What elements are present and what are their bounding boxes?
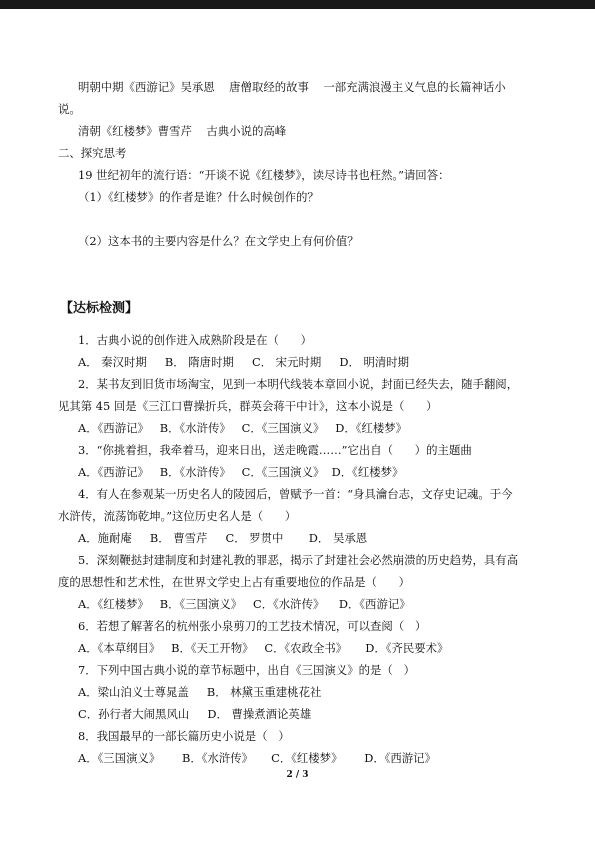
text-line: 7．下列中国古典小说的章节标题中，出自《三国演义》的是（ ） (78, 663, 416, 677)
text-line: A．梁山泊义士尊晁盖 B． 林黛玉重建桃花社 (78, 685, 322, 699)
text-line: A．《三国演义》 B．《水浒传》 C．《红楼梦》 D．《西游记》 (78, 751, 436, 765)
text-line: A．施耐庵 B． 曹雪芹 C． 罗贯中 D． 吴承恩 (78, 531, 368, 545)
text-line: （1）《红楼梦》的作者是谁？什么时候创作的？ (78, 190, 319, 204)
page-number: 2 / 3 (286, 770, 309, 780)
text-line: A．《本草纲目》 B．《天工开物》 C．《农政全书》 D．《齐民要术》 (78, 641, 449, 655)
text-line: 6．若想了解著名的杭州张小泉剪刀的工艺技术情况，可以查阅（ ） (78, 619, 427, 633)
text-line: A．《红楼梦》 B．《三国演义》 C．《水浒传》 D．《西游记》 (78, 597, 411, 611)
text-line: 水浒传，流荡饰乾坤。”这位历史名人是（ ） (58, 509, 297, 523)
text-line: 说。 (58, 102, 81, 116)
text-line: C．孙行者大闹黑风山 D． 曹操煮酒论英雄 (78, 707, 312, 721)
text-line: 19 世纪初年的流行语：“开谈不说《红楼梦》，读尽诗书也枉然。”请回答： (78, 168, 450, 182)
text-line: 明朝中期《西游记》吴承恩 唐僧取经的故事 一部充满浪漫主义气息的长篇神话小 (78, 80, 506, 94)
text-line: 见其第 45 回是《三江口曹操折兵，群英会蒋干中计》，这本小说是（ ） (58, 399, 438, 413)
text-line: A．《西游记》 B．《水浒传》 C．《三国演义》 D．《红楼梦》 (78, 465, 404, 479)
text-line: A．《西游记》 B．《水浒传》 C．《三国演义》 D．《红楼梦》 (78, 421, 407, 435)
text-line: 8．我国最早的一部长篇历史小说是（ ） (78, 729, 290, 743)
text-line: 清朝《红楼梦》曹雪芹 古典小说的高峰 (78, 124, 287, 138)
section-title: 【达标检测】 (60, 301, 139, 316)
text-line: 4．有人在参观某一历史名人的陵园后，曾赋予一首：“身具瀹台志，文存史记魂。于今 (78, 487, 513, 501)
text-line: 1．古典小说的创作进入成熟阶段是在（ ） (78, 333, 313, 347)
text-line: 二、探究思考 (58, 146, 127, 160)
text-line: 3．“你挑着担，我牵着马，迎来日出，送走晚霞……”它出自（ ）的主题曲 (78, 443, 472, 457)
text-line: A． 秦汉时期 B． 隋唐时期 C． 宋元时期 D． 明清时期 (78, 355, 410, 369)
text-line: 5．深刻鞭挞封建制度和封建礼教的罪恶，揭示了封建社会必然崩溃的历史趋势，具有高 (78, 553, 519, 567)
top-edge-bar (0, 0, 595, 9)
text-line: （2）这本书的主要内容是什么？在文学史上有何价值？ (78, 234, 359, 248)
text-line: 度的思想性和艺术性，在世界文学史上占有重要地位的作品是（ ） (58, 575, 411, 589)
text-line: 2．某书友到旧货市场淘宝，见到一本明代线装本章回小说，封面已经失去，随手翻阅， (78, 377, 519, 391)
